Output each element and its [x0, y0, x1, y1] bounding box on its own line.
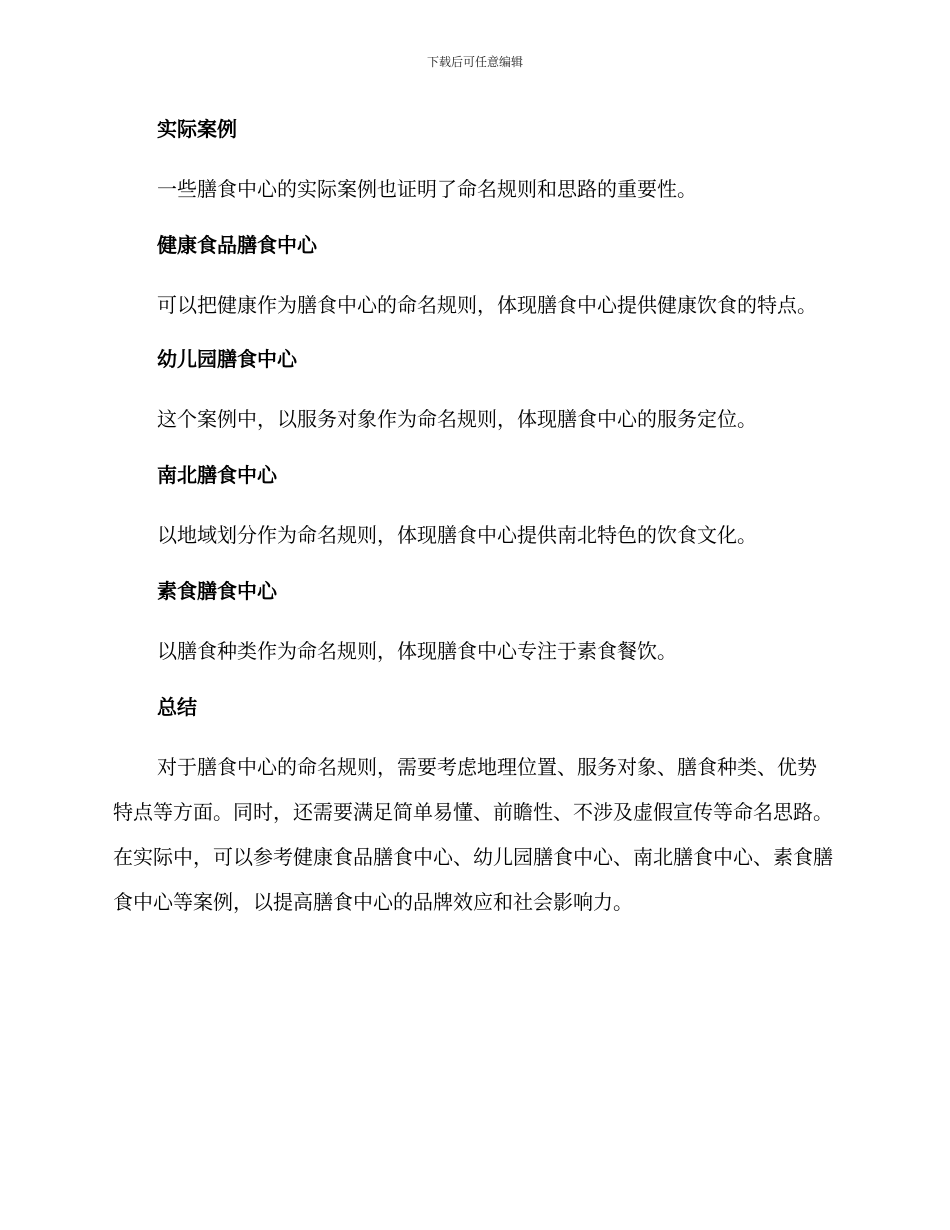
section-heading-healthy-food: 健康食品膳食中心	[157, 233, 317, 257]
section-heading-cases: 实际案例	[157, 117, 237, 141]
paragraph-cases-intro: 一些膳食中心的实际案例也证明了命名规则和思路的重要性。	[157, 177, 697, 201]
section-heading-kindergarten: 幼儿园膳食中心	[157, 347, 297, 371]
paragraph-kindergarten: 这个案例中，以服务对象作为命名规则，体现膳食中心的服务定位。	[157, 407, 757, 431]
header-note: 下载后可任意编辑	[426, 55, 523, 69]
section-heading-north-south: 南北膳食中心	[157, 463, 277, 487]
section-heading-vegetarian: 素食膳食中心	[157, 579, 277, 603]
section-heading-summary: 总结	[157, 695, 197, 719]
paragraph-healthy-food: 可以把健康作为膳食中心的命名规则，体现膳食中心提供健康饮食的特点。	[157, 293, 817, 317]
paragraph-north-south: 以地域划分作为命名规则，体现膳食中心提供南北特色的饮食文化。	[157, 523, 757, 547]
paragraph-summary: 对于膳食中心的命名规则，需要考虑地理位置、服务对象、膳食种类、优势特点等方面。同时，还需要满足简单易懂、前瞻性、不涉及虚假宣传等命名思路。在实际中，可以参考健康食品膳食中心、幼儿园膳食中心、南北膳食中心、素食膳食中心等案例，以提高膳食中心的品牌效应和社会影响力。	[113, 755, 833, 914]
paragraph-vegetarian: 以膳食种类作为命名规则，体现膳食中心专注于素食餐饮。	[157, 639, 677, 663]
document-body	[113, 110, 833, 937]
